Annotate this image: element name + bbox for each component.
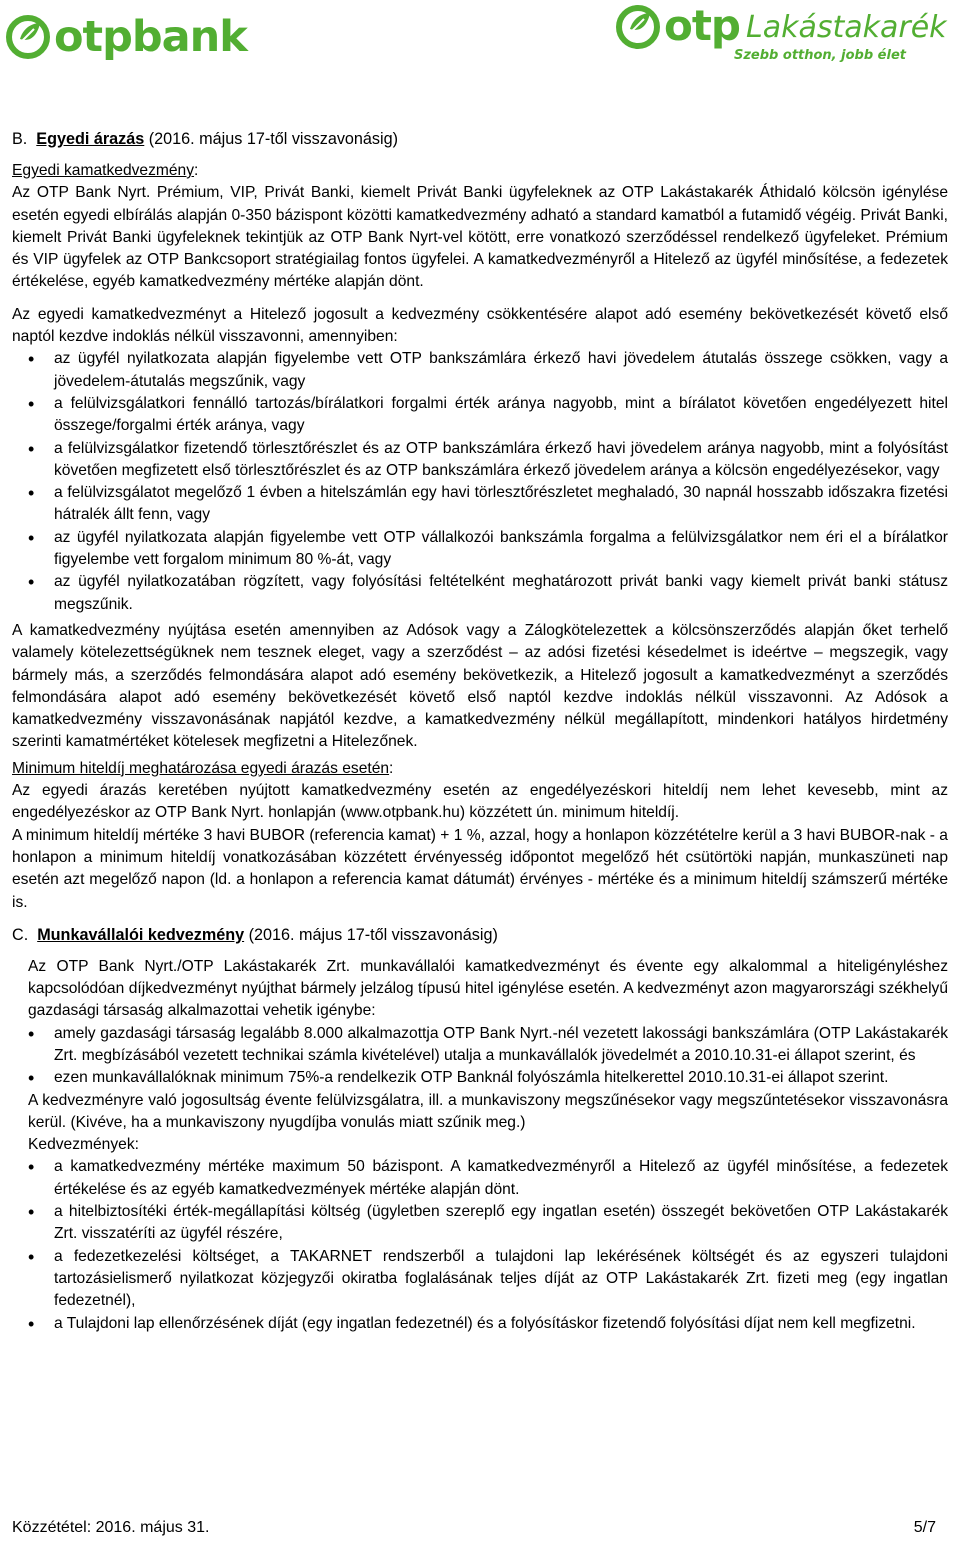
otpbank-logo bbox=[6, 14, 247, 60]
discount-subheading bbox=[12, 160, 948, 182]
minimum-fee-heading-colon: : bbox=[389, 759, 394, 777]
otp-leaf-icon bbox=[616, 4, 660, 50]
page-number: 5/7 bbox=[913, 1519, 936, 1536]
section-b-paragraph-4: Az egyedi árazás keretében nyújtott kamatkedvezmény esetén az engedélyezéskori hiteldíj nem lehet kevesebb, mint az engedélyezéskor az OTP Bank Nyrt. honlapján (www.otpbank.hu) közzétett ún. minimum hiteldíj. bbox=[12, 782, 948, 822]
list-item: • ezen munkavállalóknak minimum 75%-a rendelkezik OTP Banknál folyószámla hitelkerettel 2010.10.31-ei állapot szerint. bbox=[54, 1067, 948, 1089]
section-b-title: Egyedi árazás bbox=[36, 130, 145, 148]
lakastakarek-wordmark: Lakástakarék bbox=[746, 10, 947, 45]
list-item: • a Tulajdoni lap ellenőrzésének díját (egy ingatlan fedezetnél) és a folyósításkor fizetendő folyósítási díjat nem kell megfizetni. bbox=[54, 1313, 948, 1335]
list-item: • a hitelbiztosítéki érték-megállapítási költség (ügyletben szereplő egy ingatlan esetén) összegét bekövetően OTP Lakástakarék Zrt. visszatéríti az ügyfél részére, bbox=[54, 1201, 948, 1246]
section-c-paragraph-2: A kedvezményre való jogosultság évente felülvizsgálatra, ill. a munkaviszony megszűnésekor vagy megszűntetésekor visszavonásra kerül. (Kivéve, ha a munkaviszony nyugdíjba vonulás miatt szűnik meg.) bbox=[28, 1091, 948, 1131]
section-b-date: (2016. május 17-től visszavonásig) bbox=[144, 130, 399, 148]
otp-leaf-icon bbox=[6, 15, 50, 59]
revocation-conditions-list bbox=[12, 348, 948, 616]
eligibility-list bbox=[28, 1023, 948, 1090]
publication-date: Közzététel: 2016. május 31. bbox=[12, 1519, 210, 1536]
logo-tagline: Szebb otthon, jobb élet bbox=[734, 48, 906, 63]
section-b-paragraph-1: Az OTP Bank Nyrt. Prémium, VIP, Privát Banki, kiemelt Privát Banki ügyfeleknek az OTP Lakástakarék Áthidaló kölcsön igénylése esetén egyedi elbírálás alapján 0-350 bázispont közötti kamatkedvezmény adható a standard kamatból a futamidő végéig. Privát Banki, kiemelt Privát Banki ügyfeleknek tekintjük az OTP Bank Nyrt-vel kötött, erre vonatkozó szerződéssel rendelkező ügyfeleket. Prémium és VIP ügyfelek az OTP Bankcsoport stratégiailag fontos ügyfelei. A kamatkedvezményről a Hitelező az ügyfél minősítése, a fedezetek értékelése, egyéb kamatkedvezmény mértéke alapján dönt. bbox=[12, 184, 948, 291]
list-item: • a fedezetkezelési költséget, a TAKARNET rendszerből a tulajdoni lap lekérésének költségét és az egyszeri tulajdoni tartozásielismerő nyilatkozat közjegyzői okiratba foglalásának teljes díját az OTP Lakástakarék Zrt. fizeti meg (egy ingatlan fedezetnél), bbox=[54, 1246, 948, 1313]
list-item: • az ügyfél nyilatkozatában rögzített, vagy folyósítási feltételként meghatározott privát banki vagy kiemelt privát banki státusz megszűnik. bbox=[54, 571, 948, 616]
section-b-paragraph-5: A minimum hiteldíj mértéke 3 havi BUBOR (referencia kamat) + 1 %, azzal, hogy a honlapon közzétételre kerül a 3 havi BUBOR-nak - a honlapon a minimum hiteldíj vonatkozásában közzétett érvényesség időpontot megelőző hét csütörtöki napján, munkaszüneti nap esetén azt megelőző napon (ld. a honlapon a referencia kamat dátumát) érvényes - mértéke és a minimum hiteldíj számszerű mértéke is. bbox=[12, 826, 948, 911]
section-c-date: (2016. május 17-től visszavonásig) bbox=[244, 925, 498, 944]
section-c-paragraph-1: Az OTP Bank Nyrt./OTP Lakástakarék Zrt. munkavállalói kamatkedvezményt és évente egy alkalommal a hiteligényléshez kapcsolódóan díjkedvezményt nyújthat bármely jelzálog típusú hitel igénylése esetén. A kedvezményt azon magyarországi székhelyű gazdasági társaság alkalmazottai vehetik igénybe: bbox=[28, 957, 948, 1020]
page-footer bbox=[12, 1519, 936, 1537]
discount-subheading-text: Egyedi kamatkedvezmény bbox=[12, 162, 195, 179]
list-item: • a felülvizsgálatkor fizetendő törlesztőrészlet és az OTP bankszámlára érkező havi jövedelem aránya nagyobb, mint a folyósítást követően megfizetett első törlesztőrészlet és az OTP bankszámlára érkező jövedelem aránya a kölcsön engedélyezésekor, vagy bbox=[54, 438, 948, 483]
section-c-body bbox=[12, 956, 948, 1335]
section-b-heading bbox=[12, 128, 948, 150]
header-logos bbox=[0, 0, 960, 90]
list-item: • a felülvizsgálatkori fennálló tartozás/bírálatkori forgalmi érték aránya nagyobb, mint a bírálatot követően engedélyezett hitel összege/forgalmi érték aránya, vagy bbox=[54, 393, 948, 438]
discount-subheading-colon: : bbox=[194, 162, 199, 179]
minimum-fee-heading-text: Minimum hiteldíj meghatározása egyedi árazás esetén bbox=[12, 759, 390, 777]
section-b-prefix: B. bbox=[12, 130, 28, 148]
section-b-paragraph-3: A kamatkedvezmény nyújtása esetén amennyiben az Adósok vagy a Zálogkötelezettek a kölcsönszerződés alapján őket terhelő valamely kötelezettségüknek nem tesznek eleget, vagy a szerződést – az adósi fizetési késedelmet is ideértve – megszegik, vagy bármely más, a szerződés felmondására alapot adó esemény bekövetkezik, a Hitelező jogosult a kamatkedvezményt a szerződés felmondására alapot adó esemény bekövetkezését követő első naptól kezdve indoklás nélkül visszavonni. Az Adósok a kamatkedvezmény visszavonásának napjától kezdve, a kamatkedvezmény nélkül megállapított, mindenkori hatályos hirdetmény szerinti kamatmértéket kötelesek megfizetni a Hitelezőnek. bbox=[12, 621, 948, 751]
list-item: • az ügyfél nyilatkozata alapján figyelembe vett OTP bankszámlára érkező havi jövedelem átutalás összege csökken, vagy a jövedelem-átutalás megszűnik, vagy bbox=[54, 348, 948, 393]
benefits-heading: Kedvezmények: bbox=[28, 1136, 139, 1154]
list-item: • amely gazdasági társaság legalább 8.000 alkalmazottja OTP Bank Nyrt.-nél vezetett lakossági bankszámlára (OTP Lakástakarék Zrt. megbízásából vezetett technikai számla kivételével) utalja a munkavállalók jövedelmét a 2010.10.31-ei állapot szerint, és bbox=[54, 1023, 948, 1068]
section-c-title: Munkavállalói kedvezmény bbox=[37, 925, 245, 944]
benefits-list bbox=[28, 1156, 948, 1334]
section-c-prefix: C. bbox=[12, 925, 29, 944]
document-body bbox=[12, 128, 948, 1335]
section-b-paragraph-2: Az egyedi kamatkedvezményt a Hitelező jogosult a kedvezmény csökkentésére alapot adó esemény bekövetkezését követő első naptól kezdve indoklás nélkül visszavonni, amennyiben: bbox=[12, 305, 948, 346]
otp-lakastakarek-logo bbox=[616, 1, 947, 50]
otp-wordmark: otp bbox=[664, 1, 740, 50]
minimum-fee-heading bbox=[12, 758, 948, 780]
list-item: • az ügyfél nyilatkozata alapján figyelembe vett OTP vállalkozói bankszámla forgalma a felülvizsgálatkor nem éri el a bírálatkor figyelembe vett forgalom minimum 80 %-át, vagy bbox=[54, 527, 948, 572]
otpbank-wordmark: otpbank bbox=[54, 12, 247, 62]
section-c-heading bbox=[12, 924, 948, 946]
list-item: • a kamatkedvezmény mértéke maximum 50 bázispont. A kamatkedvezményről a Hitelező az ügyfél minősítése, a fedezetek értékelése és az egyéb kamatkedvezmények mértéke alapján dönt. bbox=[54, 1156, 948, 1201]
list-item: • a felülvizsgálatot megelőző 1 évben a hitelszámlán egy havi törlesztőrészletet meghaladó, 30 napnál hosszabb időszakra fizetési hátralék állt fenn, vagy bbox=[54, 482, 948, 527]
